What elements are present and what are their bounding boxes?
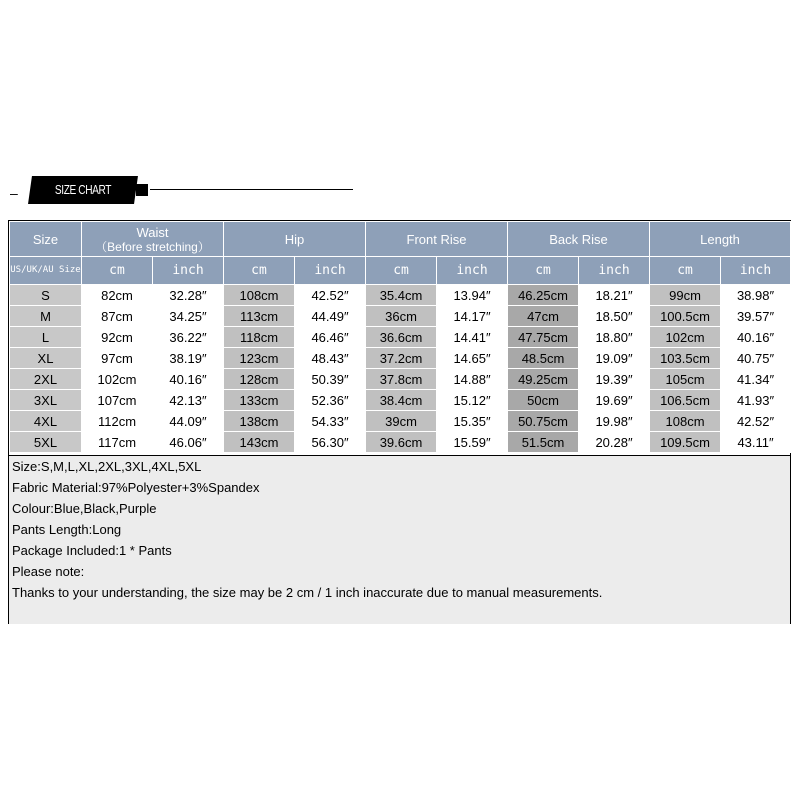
value-cell: 40.16″ — [153, 369, 224, 390]
value-cell: 46.25cm — [508, 285, 579, 306]
note-line: Please note: — [12, 564, 85, 579]
value-cell: 133cm — [224, 390, 295, 411]
value-cell: 32.28″ — [153, 285, 224, 306]
note-line: Pants Length:Long — [12, 522, 122, 537]
header-back-rise: Back Rise — [508, 222, 650, 257]
value-cell: 54.33″ — [295, 411, 366, 432]
value-cell: 47.75cm — [508, 327, 579, 348]
value-cell: 112cm — [82, 411, 153, 432]
value-cell: 123cm — [224, 348, 295, 369]
unit-back-rise-inch: inch — [579, 257, 650, 285]
value-cell: 15.35″ — [437, 411, 508, 432]
value-cell: 36.22″ — [153, 327, 224, 348]
value-cell: 49.25cm — [508, 369, 579, 390]
value-cell: 36cm — [366, 306, 437, 327]
value-cell: 128cm — [224, 369, 295, 390]
size-cell: L — [10, 327, 82, 348]
value-cell: 92cm — [82, 327, 153, 348]
table-row — [10, 306, 791, 327]
header-waist: Waist （Before stretching） — [82, 222, 224, 257]
header-front-rise: Front Rise — [366, 222, 508, 257]
value-cell: 18.21″ — [579, 285, 650, 306]
table-row — [10, 285, 791, 306]
size-table — [9, 221, 791, 453]
value-cell: 97cm — [82, 348, 153, 369]
value-cell: 42.52″ — [295, 285, 366, 306]
value-cell: 18.50″ — [579, 306, 650, 327]
value-cell: 19.69″ — [579, 390, 650, 411]
value-cell: 50.75cm — [508, 411, 579, 432]
value-cell: 46.46″ — [295, 327, 366, 348]
unit-hip-inch: inch — [295, 257, 366, 285]
value-cell: 47cm — [508, 306, 579, 327]
product-notes — [9, 455, 790, 624]
value-cell: 42.13″ — [153, 390, 224, 411]
value-cell: 50cm — [508, 390, 579, 411]
note-line: Fabric Material:97%Polyester+3%Spandex — [12, 480, 260, 495]
value-cell: 39.57″ — [721, 306, 791, 327]
value-cell: 43.11″ — [721, 432, 791, 453]
value-cell: 143cm — [224, 432, 295, 453]
value-cell: 102cm — [650, 327, 721, 348]
header-hip: Hip — [224, 222, 366, 257]
value-cell: 37.8cm — [366, 369, 437, 390]
value-cell: 118cm — [224, 327, 295, 348]
value-cell: 15.12″ — [437, 390, 508, 411]
value-cell: 41.34″ — [721, 369, 791, 390]
value-cell: 44.09″ — [153, 411, 224, 432]
value-cell: 38.19″ — [153, 348, 224, 369]
header-length: Length — [650, 222, 791, 257]
value-cell: 20.28″ — [579, 432, 650, 453]
value-cell: 48.5cm — [508, 348, 579, 369]
value-cell: 44.49″ — [295, 306, 366, 327]
table-row — [10, 390, 791, 411]
value-cell: 52.36″ — [295, 390, 366, 411]
size-cell: 3XL — [10, 390, 82, 411]
size-chart-sheet — [8, 220, 791, 624]
value-cell: 15.59″ — [437, 432, 508, 453]
value-cell: 14.41″ — [437, 327, 508, 348]
value-cell: 102cm — [82, 369, 153, 390]
value-cell: 19.98″ — [579, 411, 650, 432]
table-row — [10, 327, 791, 348]
unit-waist-cm: cm — [82, 257, 153, 285]
value-cell: 56.30″ — [295, 432, 366, 453]
table-row — [10, 432, 791, 453]
value-cell: 37.2cm — [366, 348, 437, 369]
banner-dash: – — [10, 185, 18, 201]
value-cell: 108cm — [650, 411, 721, 432]
value-cell: 40.75″ — [721, 348, 791, 369]
note-line: Colour:Blue,Black,Purple — [12, 501, 157, 516]
value-cell: 36.6cm — [366, 327, 437, 348]
value-cell: 105cm — [650, 369, 721, 390]
value-cell: 82cm — [82, 285, 153, 306]
unit-waist-inch: inch — [153, 257, 224, 285]
value-cell: 35.4cm — [366, 285, 437, 306]
unit-front-rise-inch: inch — [437, 257, 508, 285]
table-row — [10, 369, 791, 390]
value-cell: 100.5cm — [650, 306, 721, 327]
size-cell: 5XL — [10, 432, 82, 453]
value-cell: 50.39″ — [295, 369, 366, 390]
value-cell: 103.5cm — [650, 348, 721, 369]
value-cell: 48.43″ — [295, 348, 366, 369]
value-cell: 51.5cm — [508, 432, 579, 453]
unit-hip-cm: cm — [224, 257, 295, 285]
value-cell: 41.93″ — [721, 390, 791, 411]
value-cell: 34.25″ — [153, 306, 224, 327]
banner-rule — [150, 189, 353, 190]
size-cell: XL — [10, 348, 82, 369]
size-cell: S — [10, 285, 82, 306]
value-cell: 107cm — [82, 390, 153, 411]
value-cell: 19.09″ — [579, 348, 650, 369]
value-cell: 113cm — [224, 306, 295, 327]
value-cell: 14.88″ — [437, 369, 508, 390]
value-cell: 40.16″ — [721, 327, 791, 348]
value-cell: 39cm — [366, 411, 437, 432]
value-cell: 87cm — [82, 306, 153, 327]
value-cell: 106.5cm — [650, 390, 721, 411]
value-cell: 13.94″ — [437, 285, 508, 306]
value-cell: 14.65″ — [437, 348, 508, 369]
value-cell: 117cm — [82, 432, 153, 453]
note-line: Package Included:1 * Pants — [12, 543, 172, 558]
unit-back-rise-cm: cm — [508, 257, 579, 285]
banner-tag-tail — [136, 184, 148, 196]
value-cell: 109.5cm — [650, 432, 721, 453]
value-cell: 38.98″ — [721, 285, 791, 306]
banner-title: SIZE CHART — [54, 182, 112, 197]
unit-front-rise-cm: cm — [366, 257, 437, 285]
value-cell: 19.39″ — [579, 369, 650, 390]
table-row — [10, 348, 791, 369]
value-cell: 39.6cm — [366, 432, 437, 453]
size-cell: 2XL — [10, 369, 82, 390]
note-line: Thanks to your understanding, the size may be 2 cm / 1 inch inaccurate due to manual measurements. — [12, 585, 603, 600]
unit-length-inch: inch — [721, 257, 791, 285]
value-cell: 42.52″ — [721, 411, 791, 432]
value-cell: 38.4cm — [366, 390, 437, 411]
value-cell: 46.06″ — [153, 432, 224, 453]
size-cell: M — [10, 306, 82, 327]
value-cell: 99cm — [650, 285, 721, 306]
table-row — [10, 411, 791, 432]
size-chart-banner — [0, 170, 800, 210]
value-cell: 108cm — [224, 285, 295, 306]
value-cell: 18.80″ — [579, 327, 650, 348]
header-size: Size — [10, 222, 82, 257]
note-line: Size:S,M,L,XL,2XL,3XL,4XL,5XL — [12, 459, 202, 474]
unit-length-cm: cm — [650, 257, 721, 285]
value-cell: 14.17″ — [437, 306, 508, 327]
size-cell: 4XL — [10, 411, 82, 432]
header-size-region: US/UK/AU Size — [10, 257, 82, 285]
value-cell: 138cm — [224, 411, 295, 432]
